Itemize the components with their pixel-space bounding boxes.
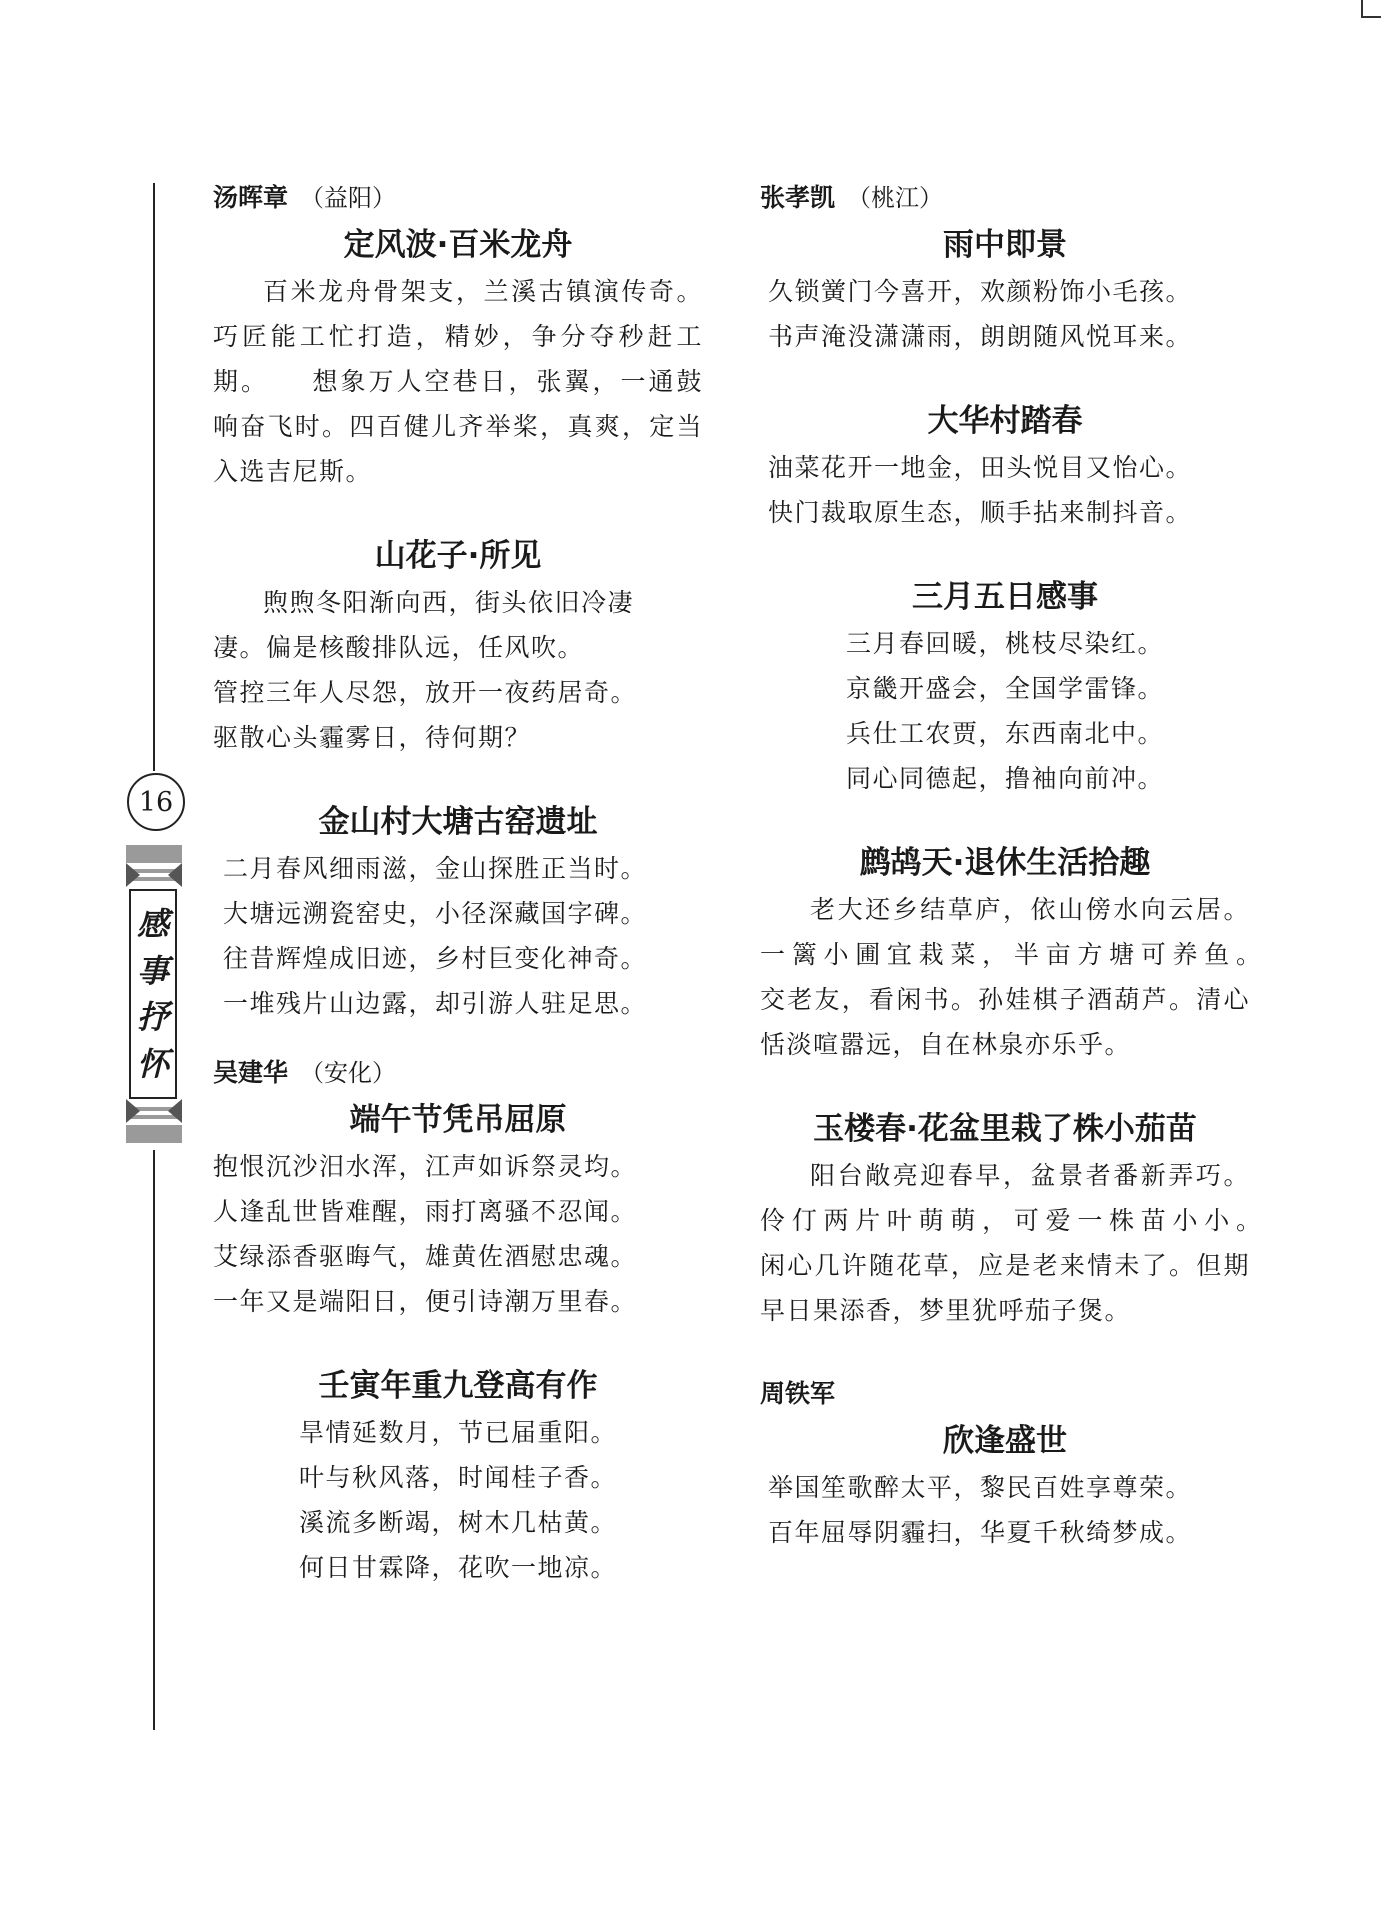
poem-text: 阳台敞亮迎春早，盆景者番新弄巧。伶仃两片叶萌萌，可爱一株苗小小。 闲心几许随花草，应是老来情未了。但期早日果添香，梦里犹呼茄子煲。 bbox=[760, 1161, 1304, 1325]
poem-title: 金山村大塘古窑遗址 bbox=[318, 804, 598, 840]
author-name: 吴建华 bbox=[213, 1058, 289, 1087]
poem-line: 人逢乱世皆难醒，雨打离骚不忍闻。 bbox=[213, 1197, 638, 1226]
section-char: 事 bbox=[136, 951, 169, 990]
poem-title: 端午节凭吊屈原 bbox=[349, 1102, 567, 1138]
poem-title: 鹧鸪天·退休生活拾趣 bbox=[859, 845, 1151, 881]
margin-rule-top bbox=[153, 183, 155, 771]
author-line bbox=[760, 1371, 1250, 1417]
author-name: 周铁军 bbox=[760, 1379, 836, 1408]
poem-body bbox=[760, 445, 1250, 535]
poem-body bbox=[760, 887, 1304, 1067]
poem-title: 雨中即景 bbox=[943, 227, 1067, 263]
poem-line: 京畿开盛会，全国学雷锋。 bbox=[845, 674, 1164, 703]
author-region: （安化） bbox=[300, 1059, 397, 1087]
poem-line: 同心同德起，撸袖向前冲。 bbox=[845, 764, 1164, 793]
poem-line: 快门裁取原生态，顺手拈来制抖音。 bbox=[768, 498, 1193, 527]
author-region: （桃江） bbox=[847, 184, 944, 212]
page-number: 16 bbox=[127, 773, 185, 831]
poem-line: 大塘远溯瓷窑史，小径深藏国字碑。 bbox=[223, 899, 648, 928]
poem-body bbox=[760, 621, 1250, 801]
section-title-box bbox=[129, 889, 177, 1099]
poem-line: 艾绿添香驱晦气，雄黄佐酒慰忠魂。 bbox=[213, 1242, 638, 1271]
arrow-right-icon bbox=[126, 863, 140, 887]
poem-title: 壬寅年重九登高有作 bbox=[318, 1368, 598, 1404]
poem-text: 百米龙舟骨架支，兰溪古镇演传奇。巧匠能工忙打造，精妙，争分夺秒赶工期。 想象万人空巷日，张翼，一通鼓响奋飞时。四百健儿齐举桨，真爽，定当入选吉尼斯。 bbox=[213, 277, 703, 486]
poem-line: 凄。偏是核酸排队远，任风吹。 bbox=[213, 633, 585, 662]
poem-line: 三月春回暖，桃枝尽染红。 bbox=[845, 629, 1164, 658]
corner-mark bbox=[1361, 0, 1381, 18]
poem-line: 溪流多断竭，树木几枯黄。 bbox=[298, 1508, 617, 1537]
poem-line: 油菜花开一地金，田头悦目又怡心。 bbox=[768, 453, 1193, 482]
poem-body bbox=[760, 1153, 1304, 1333]
arrow-right-icon bbox=[126, 1099, 140, 1123]
poem-line: 书声淹没潇潇雨，朗朗随风悦耳来。 bbox=[768, 322, 1193, 351]
author-name: 汤晖章 bbox=[213, 183, 289, 212]
poem-body bbox=[213, 580, 703, 760]
section-char: 怀 bbox=[136, 1044, 169, 1083]
poem-body bbox=[213, 846, 703, 1026]
poem-title: 定风波·百米龙舟 bbox=[343, 227, 573, 263]
section-char: 感 bbox=[136, 905, 169, 944]
poem-line: 叶与秋风落，时闻桂子香。 bbox=[298, 1463, 617, 1492]
poem-body bbox=[760, 269, 1250, 359]
author-name: 张孝凯 bbox=[760, 183, 836, 212]
right-column bbox=[760, 175, 1304, 1555]
author-line bbox=[213, 1050, 703, 1096]
poem-line: 抱恨沉沙汨水浑，江声如诉祭灵均。 bbox=[213, 1152, 638, 1181]
poem-line: 二月春风细雨滋，金山探胜正当时。 bbox=[223, 854, 648, 883]
poem-line: 久锁黉门今喜开，欢颜粉饰小毛孩。 bbox=[768, 277, 1193, 306]
poem-body bbox=[213, 1144, 703, 1324]
poem-line: 何日甘霖降，花吹一地凉。 bbox=[298, 1553, 617, 1582]
arrow-left-icon bbox=[168, 863, 182, 887]
poem-line: 百年屈辱阴霾扫，华夏千秋绮梦成。 bbox=[768, 1518, 1193, 1547]
tab-bar-top bbox=[126, 845, 182, 863]
poem-body bbox=[213, 269, 703, 494]
left-column bbox=[213, 175, 703, 1590]
poem-title: 山花子·所见 bbox=[374, 538, 542, 574]
poem-line: 煦煦冬阳渐向西，街头依旧冷凄 bbox=[263, 588, 635, 617]
poem-body bbox=[213, 1410, 703, 1590]
poem-title: 玉楼春·花盆里栽了株小茄苗 bbox=[813, 1111, 1197, 1147]
poem-line: 一堆残片山边露，却引游人驻足思。 bbox=[223, 989, 648, 1018]
tab-bar-bottom bbox=[126, 1125, 182, 1143]
author-line bbox=[213, 175, 703, 221]
poem-line: 一年又是端阳日，便引诗潮万里春。 bbox=[213, 1287, 638, 1316]
poem-line: 兵仕工农贾，东西南北中。 bbox=[845, 719, 1164, 748]
poem-line: 旱情延数月，节已届重阳。 bbox=[298, 1418, 617, 1447]
poem-title: 大华村踏春 bbox=[927, 403, 1083, 439]
poem-text: 老大还乡结草庐，依山傍水向云居。一篱小圃宜栽菜，半亩方塘可养鱼。 交老友，看闲书。孙娃棋子酒葫芦。清心恬淡喧嚣远，自在林泉亦乐乎。 bbox=[760, 895, 1304, 1059]
poem-title: 三月五日感事 bbox=[912, 579, 1098, 615]
poem-line: 往昔辉煌成旧迹，乡村巨变化神奇。 bbox=[223, 944, 648, 973]
arrow-left-icon bbox=[168, 1099, 182, 1123]
poem-line: 举国笙歌醉太平，黎民百姓享尊荣。 bbox=[768, 1473, 1193, 1502]
poem-body bbox=[760, 1465, 1250, 1555]
margin-rule-bottom bbox=[153, 1150, 155, 1730]
poem-line: 管控三年人尽怨，放开一夜药居奇。 bbox=[213, 678, 638, 707]
section-char: 抒 bbox=[136, 998, 169, 1037]
author-region: （益阳） bbox=[300, 184, 397, 212]
poem-title: 欣逢盛世 bbox=[943, 1423, 1067, 1459]
author-line bbox=[760, 175, 1250, 221]
poem-line: 驱散心头霾雾日，待何期？ bbox=[213, 723, 532, 752]
section-tab bbox=[126, 845, 182, 1145]
